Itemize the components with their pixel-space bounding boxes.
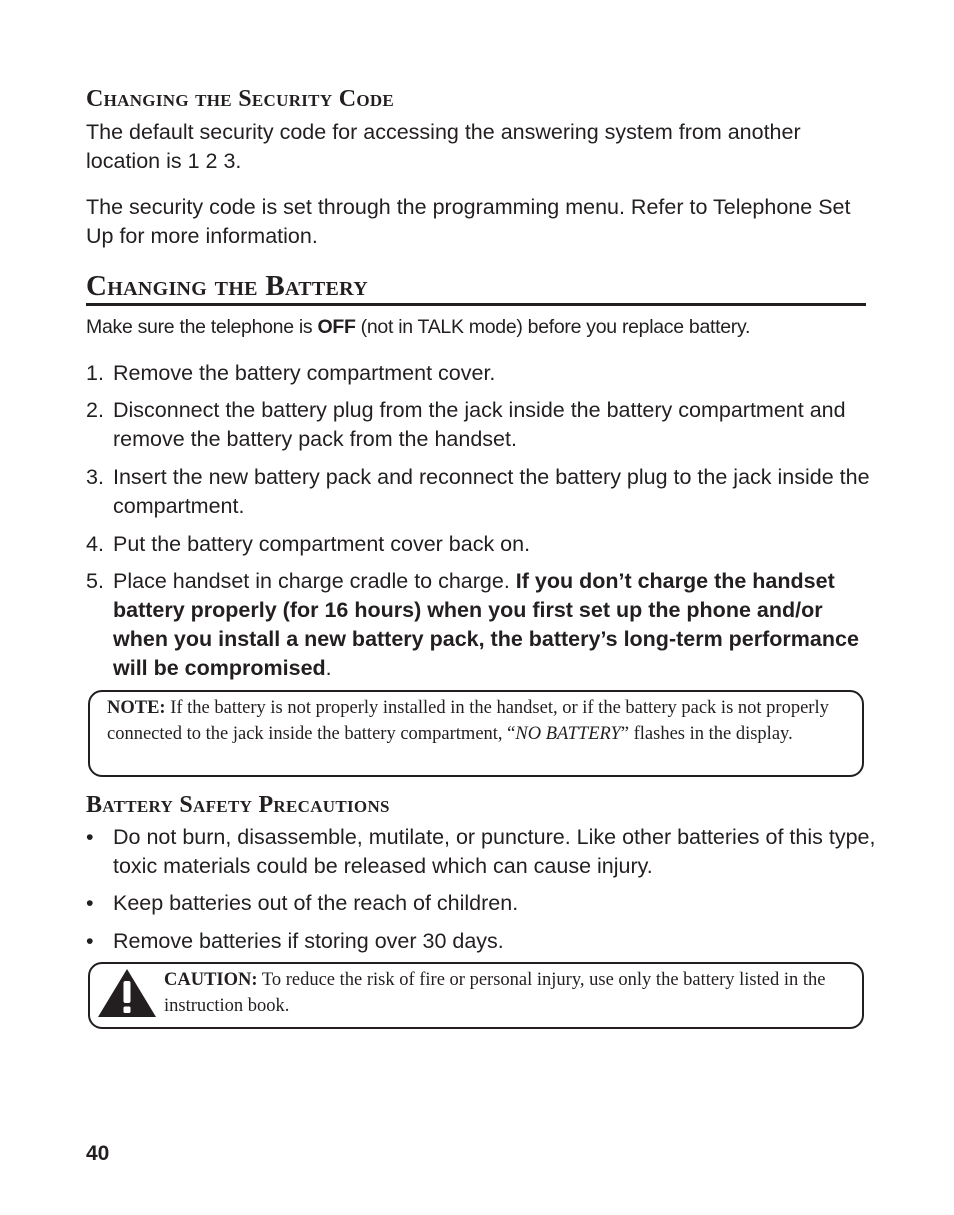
security-code-para-2: The security code is set through the programming menu. Refer to Telephone Set Up for more information. [86,195,851,248]
step-5-warning: If you don’t charge the handset battery properly (for 16 hours) when you first set up the phone and/or when you install a new battery pack, the battery’s long-term performance will be compromised [113,569,859,680]
safety-item-1 [86,823,876,881]
safety-item-text: Keep batteries out of the reach of children. [113,891,519,915]
battery-step-5 [86,567,876,683]
caution-body: To reduce the risk of fire or personal injury, use only the battery listed in the instruction book. [164,970,826,1016]
battery-step-3 [86,463,876,521]
step-5-plain: Place handset in charge cradle to charge. [113,569,516,593]
safety-heading: Battery Safety Precautions [86,792,390,818]
step-number: 2. [86,398,104,422]
caution-label: CAUTION: [164,970,258,990]
battery-intro-off: OFF [317,316,356,338]
step-number: 1. [86,361,104,385]
battery-step-2 [86,396,876,454]
battery-step-1 [86,359,876,388]
battery-intro-pre: Make sure the telephone is [86,316,318,338]
note-box [88,690,864,777]
note-no-battery: NO BATTERY [515,724,621,744]
heading-rule [86,303,866,306]
step-5-tail: . [325,656,332,680]
note-text-pre: If the battery is not properly installed in the handset, or if the battery pack is not properly connected to the jack inside the battery compartment, “ [107,698,829,744]
step-text: Disconnect the battery plug from the jack inside the battery compartment and remove the battery pack from the handset. [113,398,846,451]
step-number: 3. [86,465,104,489]
bullet: • [86,825,94,849]
step-text: Put the battery compartment cover back on. [113,532,531,556]
bullet: • [86,929,94,953]
safety-item-3 [86,927,876,956]
safety-item-2 [86,889,876,918]
security-code-para-1: The default security code for accessing the answering system from another location is 1 2 3. [86,120,801,173]
step-text [113,567,876,683]
caution-box [88,962,864,1029]
battery-step-4 [86,530,876,559]
safety-item-text: Do not burn, disassemble, mutilate, or puncture. Like other batteries of this type, toxic materials could be released which can cause injury. [113,825,876,878]
warning-triangle-icon [96,967,158,1019]
page-number: 40 [86,1142,110,1165]
step-number: 4. [86,532,104,556]
bullet: • [86,891,94,915]
step-number: 5. [86,569,104,593]
note-label: NOTE: [107,698,166,718]
step-text: Insert the new battery pack and reconnect the battery plug to the jack inside the compartment. [113,465,870,518]
battery-intro-post: (not in TALK mode) before you replace battery. [355,316,751,338]
security-code-heading: Changing the Security Code [86,86,395,112]
note-text-post: ” flashes in the display. [620,724,793,744]
battery-intro [86,313,876,342]
battery-heading: Changing the Battery [86,270,368,302]
caution-text [164,967,854,1019]
note-text [107,695,852,747]
safety-item-text: Remove batteries if storing over 30 days. [113,929,504,953]
step-text: Remove the battery compartment cover. [113,361,496,385]
